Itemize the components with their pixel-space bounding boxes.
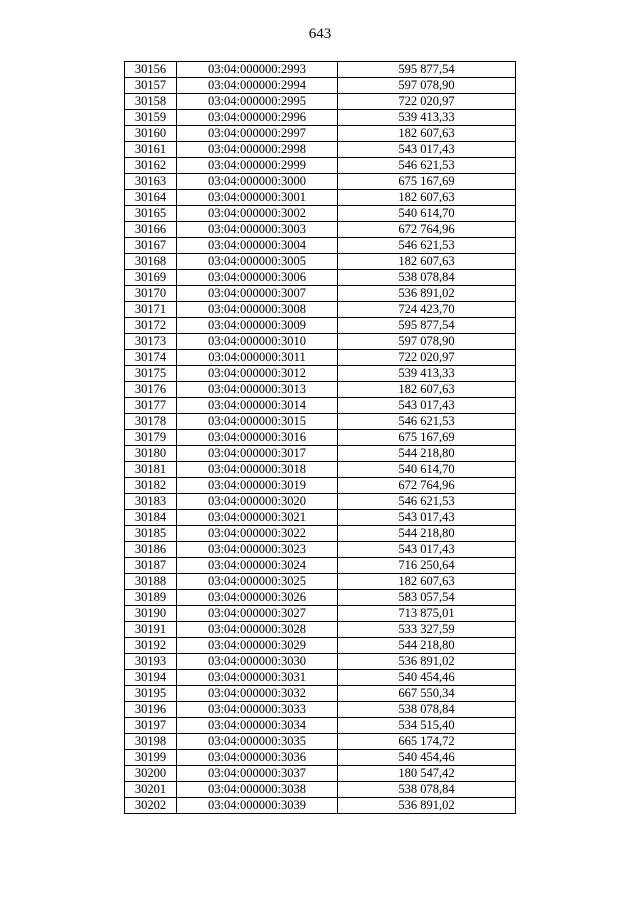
cadastral-value-cell: 536 891,02 bbox=[338, 654, 516, 670]
cadastral-value-cell: 540 454,46 bbox=[338, 750, 516, 766]
row-number-cell: 30170 bbox=[125, 286, 177, 302]
row-number-cell: 30177 bbox=[125, 398, 177, 414]
table-row bbox=[125, 238, 516, 254]
table-row bbox=[125, 638, 516, 654]
cadastral-number-cell: 03:04:000000:3035 bbox=[177, 734, 338, 750]
cadastral-value-cell: 182 607,63 bbox=[338, 254, 516, 270]
cadastral-value-cell: 724 423,70 bbox=[338, 302, 516, 318]
row-number-cell: 30195 bbox=[125, 686, 177, 702]
row-number-cell: 30189 bbox=[125, 590, 177, 606]
row-number-cell: 30184 bbox=[125, 510, 177, 526]
cadastral-value-cell: 543 017,43 bbox=[338, 510, 516, 526]
cadastral-value-cell: 713 875,01 bbox=[338, 606, 516, 622]
cadastral-number-cell: 03:04:000000:3006 bbox=[177, 270, 338, 286]
row-number-cell: 30199 bbox=[125, 750, 177, 766]
cadastral-number-cell: 03:04:000000:3000 bbox=[177, 174, 338, 190]
row-number-cell: 30200 bbox=[125, 766, 177, 782]
cadastral-number-cell: 03:04:000000:3030 bbox=[177, 654, 338, 670]
cadastral-number-cell: 03:04:000000:3019 bbox=[177, 478, 338, 494]
table-row bbox=[125, 510, 516, 526]
cadastral-number-cell: 03:04:000000:3015 bbox=[177, 414, 338, 430]
row-number-cell: 30194 bbox=[125, 670, 177, 686]
cadastral-number-cell: 03:04:000000:2993 bbox=[177, 62, 338, 78]
cadastral-value-cell: 675 167,69 bbox=[338, 174, 516, 190]
table-row bbox=[125, 670, 516, 686]
page-number: 643 bbox=[308, 26, 332, 42]
cadastral-value-cell: 716 250,64 bbox=[338, 558, 516, 574]
row-number-cell: 30164 bbox=[125, 190, 177, 206]
cadastral-number-cell: 03:04:000000:3001 bbox=[177, 190, 338, 206]
cadastral-value-cell: 546 621,53 bbox=[338, 414, 516, 430]
table-row bbox=[125, 142, 516, 158]
row-number-cell: 30171 bbox=[125, 302, 177, 318]
cadastral-number-cell: 03:04:000000:3036 bbox=[177, 750, 338, 766]
table-row bbox=[125, 78, 516, 94]
cadastral-value-cell: 722 020,97 bbox=[338, 94, 516, 110]
row-number-cell: 30167 bbox=[125, 238, 177, 254]
table-row bbox=[125, 606, 516, 622]
cadastral-value-cell: 534 515,40 bbox=[338, 718, 516, 734]
cadastral-value-cell: 182 607,63 bbox=[338, 126, 516, 142]
cadastral-value-cell: 536 891,02 bbox=[338, 286, 516, 302]
cadastral-number-cell: 03:04:000000:3012 bbox=[177, 366, 338, 382]
cadastral-number-cell: 03:04:000000:3011 bbox=[177, 350, 338, 366]
row-number-cell: 30193 bbox=[125, 654, 177, 670]
cadastral-number-cell: 03:04:000000:3028 bbox=[177, 622, 338, 638]
table-row bbox=[125, 94, 516, 110]
row-number-cell: 30190 bbox=[125, 606, 177, 622]
cadastral-value-cell: 595 877,54 bbox=[338, 62, 516, 78]
cadastral-number-cell: 03:04:000000:3017 bbox=[177, 446, 338, 462]
table-row bbox=[125, 702, 516, 718]
row-number-cell: 30198 bbox=[125, 734, 177, 750]
table-row bbox=[125, 222, 516, 238]
cadastral-number-cell: 03:04:000000:3020 bbox=[177, 494, 338, 510]
table-row bbox=[125, 798, 516, 814]
row-number-cell: 30180 bbox=[125, 446, 177, 462]
cadastral-number-cell: 03:04:000000:3022 bbox=[177, 526, 338, 542]
table-row bbox=[125, 254, 516, 270]
row-number-cell: 30159 bbox=[125, 110, 177, 126]
cadastral-value-cell: 546 621,53 bbox=[338, 494, 516, 510]
cadastral-number-cell: 03:04:000000:3009 bbox=[177, 318, 338, 334]
row-number-cell: 30176 bbox=[125, 382, 177, 398]
cadastral-value-cell: 538 078,84 bbox=[338, 782, 516, 798]
cadastral-number-cell: 03:04:000000:2994 bbox=[177, 78, 338, 94]
cadastral-value-cell: 180 547,42 bbox=[338, 766, 516, 782]
cadastral-number-cell: 03:04:000000:3002 bbox=[177, 206, 338, 222]
cadastral-number-cell: 03:04:000000:3037 bbox=[177, 766, 338, 782]
table-row bbox=[125, 302, 516, 318]
table-row bbox=[125, 430, 516, 446]
cadastral-number-cell: 03:04:000000:3003 bbox=[177, 222, 338, 238]
cadastral-value-table bbox=[124, 61, 516, 814]
cadastral-value-cell: 543 017,43 bbox=[338, 542, 516, 558]
cadastral-value-cell: 540 454,46 bbox=[338, 670, 516, 686]
row-number-cell: 30201 bbox=[125, 782, 177, 798]
cadastral-number-cell: 03:04:000000:3025 bbox=[177, 574, 338, 590]
table-row bbox=[125, 494, 516, 510]
table-row bbox=[125, 686, 516, 702]
table-row bbox=[125, 766, 516, 782]
cadastral-number-cell: 03:04:000000:2996 bbox=[177, 110, 338, 126]
cadastral-number-cell: 03:04:000000:3034 bbox=[177, 718, 338, 734]
cadastral-number-cell: 03:04:000000:3023 bbox=[177, 542, 338, 558]
row-number-cell: 30179 bbox=[125, 430, 177, 446]
table-row bbox=[125, 382, 516, 398]
cadastral-value-cell: 182 607,63 bbox=[338, 574, 516, 590]
cadastral-value-cell: 182 607,63 bbox=[338, 190, 516, 206]
row-number-cell: 30191 bbox=[125, 622, 177, 638]
row-number-cell: 30166 bbox=[125, 222, 177, 238]
cadastral-value-cell: 540 614,70 bbox=[338, 206, 516, 222]
row-number-cell: 30197 bbox=[125, 718, 177, 734]
cadastral-value-cell: 597 078,90 bbox=[338, 334, 516, 350]
cadastral-value-cell: 544 218,80 bbox=[338, 446, 516, 462]
row-number-cell: 30183 bbox=[125, 494, 177, 510]
table-body bbox=[125, 62, 516, 814]
table-row bbox=[125, 62, 516, 78]
cadastral-value-cell: 543 017,43 bbox=[338, 398, 516, 414]
table-row bbox=[125, 398, 516, 414]
row-number-cell: 30169 bbox=[125, 270, 177, 286]
cadastral-value-cell: 667 550,34 bbox=[338, 686, 516, 702]
table-row bbox=[125, 334, 516, 350]
table-row bbox=[125, 558, 516, 574]
cadastral-number-cell: 03:04:000000:3033 bbox=[177, 702, 338, 718]
row-number-cell: 30162 bbox=[125, 158, 177, 174]
table-row bbox=[125, 350, 516, 366]
row-number-cell: 30165 bbox=[125, 206, 177, 222]
cadastral-number-cell: 03:04:000000:3008 bbox=[177, 302, 338, 318]
table-row bbox=[125, 446, 516, 462]
cadastral-value-cell: 672 764,96 bbox=[338, 222, 516, 238]
table-row bbox=[125, 126, 516, 142]
table-row bbox=[125, 286, 516, 302]
cadastral-value-cell: 675 167,69 bbox=[338, 430, 516, 446]
table-row bbox=[125, 462, 516, 478]
cadastral-number-cell: 03:04:000000:3005 bbox=[177, 254, 338, 270]
cadastral-value-cell: 539 413,33 bbox=[338, 110, 516, 126]
cadastral-value-cell: 597 078,90 bbox=[338, 78, 516, 94]
table-row bbox=[125, 414, 516, 430]
row-number-cell: 30175 bbox=[125, 366, 177, 382]
cadastral-value-cell: 539 413,33 bbox=[338, 366, 516, 382]
table-row bbox=[125, 478, 516, 494]
row-number-cell: 30202 bbox=[125, 798, 177, 814]
row-number-cell: 30187 bbox=[125, 558, 177, 574]
cadastral-number-cell: 03:04:000000:3004 bbox=[177, 238, 338, 254]
cadastral-number-cell: 03:04:000000:3026 bbox=[177, 590, 338, 606]
table-row bbox=[125, 734, 516, 750]
cadastral-number-cell: 03:04:000000:3031 bbox=[177, 670, 338, 686]
row-number-cell: 30192 bbox=[125, 638, 177, 654]
cadastral-number-cell: 03:04:000000:3032 bbox=[177, 686, 338, 702]
cadastral-number-cell: 03:04:000000:2995 bbox=[177, 94, 338, 110]
cadastral-number-cell: 03:04:000000:3014 bbox=[177, 398, 338, 414]
cadastral-value-cell: 182 607,63 bbox=[338, 382, 516, 398]
row-number-cell: 30173 bbox=[125, 334, 177, 350]
row-number-cell: 30157 bbox=[125, 78, 177, 94]
cadastral-value-cell: 546 621,53 bbox=[338, 158, 516, 174]
cadastral-number-cell: 03:04:000000:3029 bbox=[177, 638, 338, 654]
cadastral-value-cell: 672 764,96 bbox=[338, 478, 516, 494]
cadastral-value-cell: 595 877,54 bbox=[338, 318, 516, 334]
cadastral-value-cell: 538 078,84 bbox=[338, 702, 516, 718]
cadastral-value-cell: 540 614,70 bbox=[338, 462, 516, 478]
cadastral-value-cell: 665 174,72 bbox=[338, 734, 516, 750]
row-number-cell: 30185 bbox=[125, 526, 177, 542]
cadastral-value-cell: 544 218,80 bbox=[338, 638, 516, 654]
cadastral-value-cell: 543 017,43 bbox=[338, 142, 516, 158]
table-row bbox=[125, 590, 516, 606]
row-number-cell: 30178 bbox=[125, 414, 177, 430]
row-number-cell: 30172 bbox=[125, 318, 177, 334]
cadastral-number-cell: 03:04:000000:3024 bbox=[177, 558, 338, 574]
row-number-cell: 30163 bbox=[125, 174, 177, 190]
cadastral-number-cell: 03:04:000000:3016 bbox=[177, 430, 338, 446]
table-row bbox=[125, 622, 516, 638]
row-number-cell: 30156 bbox=[125, 62, 177, 78]
row-number-cell: 30168 bbox=[125, 254, 177, 270]
row-number-cell: 30158 bbox=[125, 94, 177, 110]
table-row bbox=[125, 158, 516, 174]
table-row bbox=[125, 318, 516, 334]
cadastral-number-cell: 03:04:000000:3027 bbox=[177, 606, 338, 622]
cadastral-number-cell: 03:04:000000:3013 bbox=[177, 382, 338, 398]
table-row bbox=[125, 366, 516, 382]
table-row bbox=[125, 654, 516, 670]
table-row bbox=[125, 718, 516, 734]
row-number-cell: 30161 bbox=[125, 142, 177, 158]
cadastral-value-cell: 583 057,54 bbox=[338, 590, 516, 606]
row-number-cell: 30181 bbox=[125, 462, 177, 478]
row-number-cell: 30174 bbox=[125, 350, 177, 366]
row-number-cell: 30160 bbox=[125, 126, 177, 142]
cadastral-number-cell: 03:04:000000:3018 bbox=[177, 462, 338, 478]
table-row bbox=[125, 542, 516, 558]
table-row bbox=[125, 782, 516, 798]
cadastral-number-cell: 03:04:000000:2999 bbox=[177, 158, 338, 174]
table-row bbox=[125, 206, 516, 222]
cadastral-value-cell: 533 327,59 bbox=[338, 622, 516, 638]
cadastral-value-cell: 722 020,97 bbox=[338, 350, 516, 366]
table-row bbox=[125, 270, 516, 286]
cadastral-value-cell: 546 621,53 bbox=[338, 238, 516, 254]
cadastral-number-cell: 03:04:000000:3021 bbox=[177, 510, 338, 526]
table-row bbox=[125, 574, 516, 590]
row-number-cell: 30182 bbox=[125, 478, 177, 494]
row-number-cell: 30196 bbox=[125, 702, 177, 718]
cadastral-number-cell: 03:04:000000:3038 bbox=[177, 782, 338, 798]
cadastral-number-cell: 03:04:000000:3010 bbox=[177, 334, 338, 350]
table-row bbox=[125, 110, 516, 126]
row-number-cell: 30188 bbox=[125, 574, 177, 590]
cadastral-value-cell: 538 078,84 bbox=[338, 270, 516, 286]
table-row bbox=[125, 526, 516, 542]
cadastral-value-cell: 544 218,80 bbox=[338, 526, 516, 542]
table-row bbox=[125, 190, 516, 206]
row-number-cell: 30186 bbox=[125, 542, 177, 558]
cadastral-number-cell: 03:04:000000:3039 bbox=[177, 798, 338, 814]
cadastral-number-cell: 03:04:000000:2997 bbox=[177, 126, 338, 142]
cadastral-value-cell: 536 891,02 bbox=[338, 798, 516, 814]
cadastral-number-cell: 03:04:000000:2998 bbox=[177, 142, 338, 158]
cadastral-number-cell: 03:04:000000:3007 bbox=[177, 286, 338, 302]
table-row bbox=[125, 174, 516, 190]
table-row bbox=[125, 750, 516, 766]
